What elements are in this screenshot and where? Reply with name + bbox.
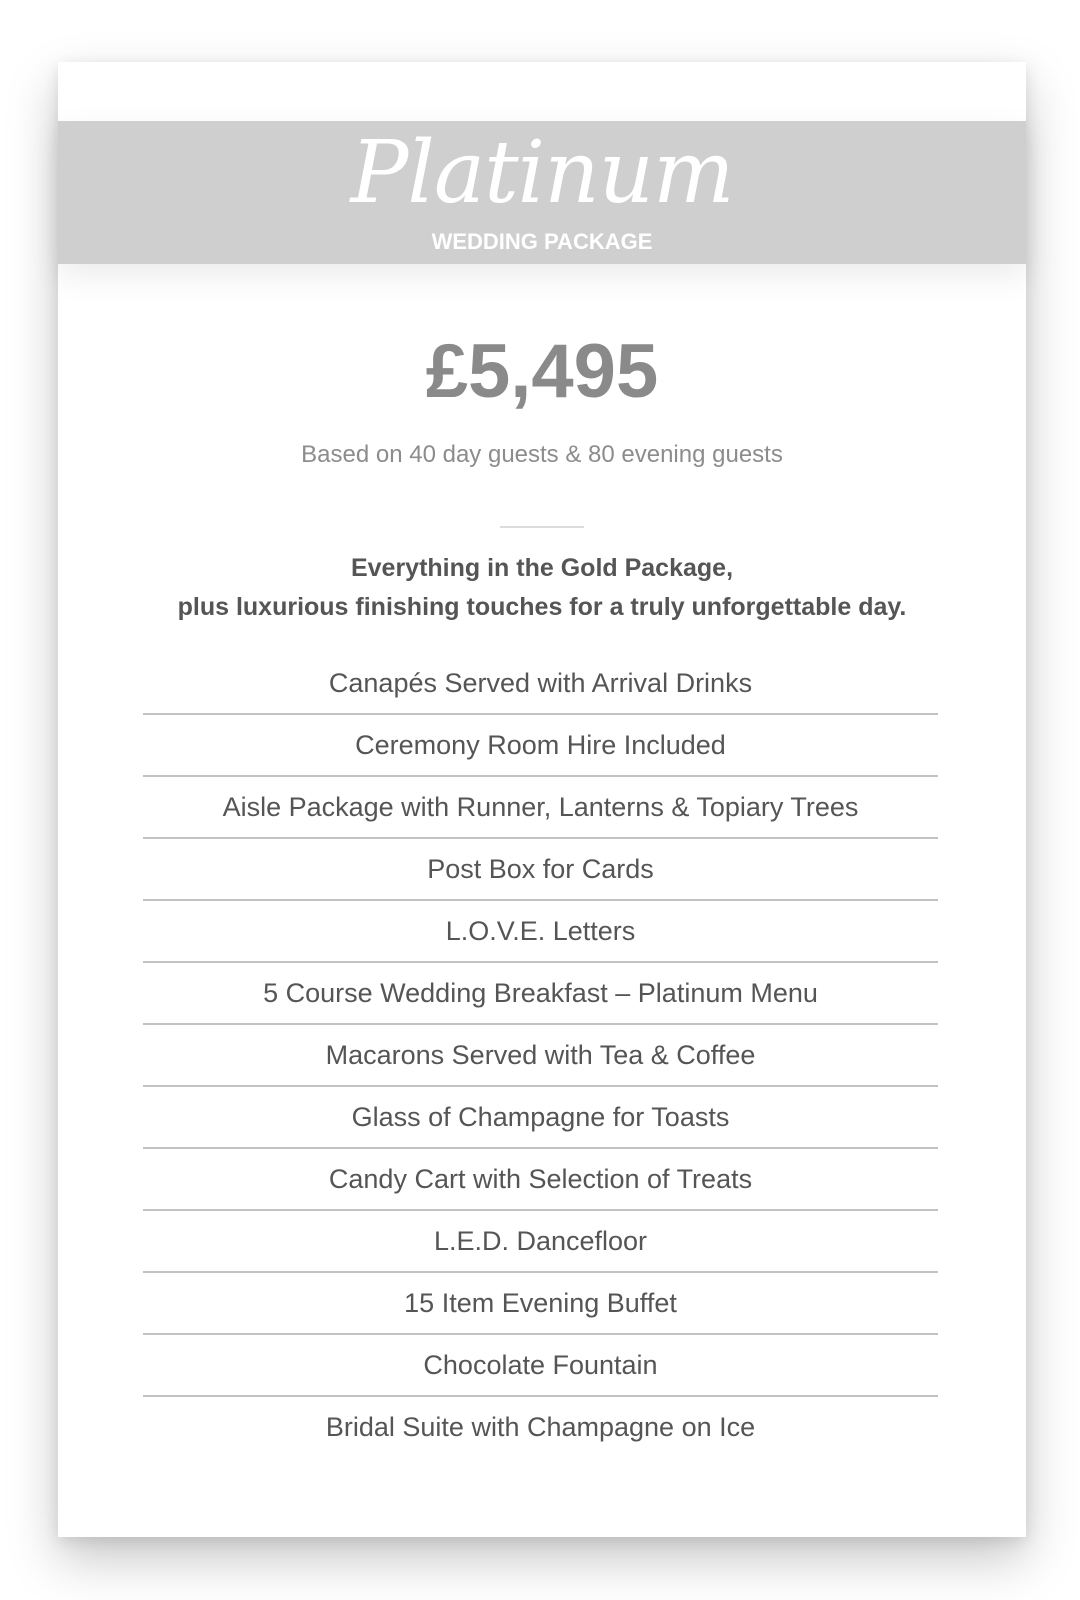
feature-item: L.E.D. Dancefloor	[143, 1211, 938, 1273]
section-divider	[500, 526, 584, 528]
feature-item: Ceremony Room Hire Included	[143, 715, 938, 777]
feature-item: Canapés Served with Arrival Drinks	[143, 653, 938, 715]
package-title: Platinum	[350, 123, 734, 223]
intro-line-1: Everything in the Gold Package,	[350, 554, 734, 582]
feature-item: Bridal Suite with Champagne on Ice	[325, 1412, 756, 1442]
feature-item: Post Box for Cards	[143, 839, 938, 901]
feature-item: Aisle Package with Runner, Lanterns & Topiary Trees	[143, 777, 938, 839]
package-subtitle: WEDDING PACKAGE	[431, 229, 653, 254]
package-card	[58, 62, 1026, 1537]
intro-line-2: plus luxurious finishing touches for a truly unforgettable day.	[177, 593, 907, 621]
guests-note: Based on 40 day guests & 80 evening guests	[301, 441, 783, 468]
package-header	[58, 121, 1026, 264]
feature-item: 15 Item Evening Buffet	[143, 1273, 938, 1335]
package-price: £5,495	[425, 329, 659, 414]
feature-item: L.O.V.E. Letters	[143, 901, 938, 963]
feature-item: Macarons Served with Tea & Coffee	[143, 1025, 938, 1087]
feature-item: Glass of Champagne for Toasts	[143, 1087, 938, 1149]
package-intro	[58, 549, 1026, 627]
feature-list	[143, 653, 938, 1457]
feature-item: 5 Course Wedding Breakfast – Platinum Menu	[143, 963, 938, 1025]
feature-item: Chocolate Fountain	[143, 1335, 938, 1397]
feature-item: Candy Cart with Selection of Treats	[143, 1149, 938, 1211]
